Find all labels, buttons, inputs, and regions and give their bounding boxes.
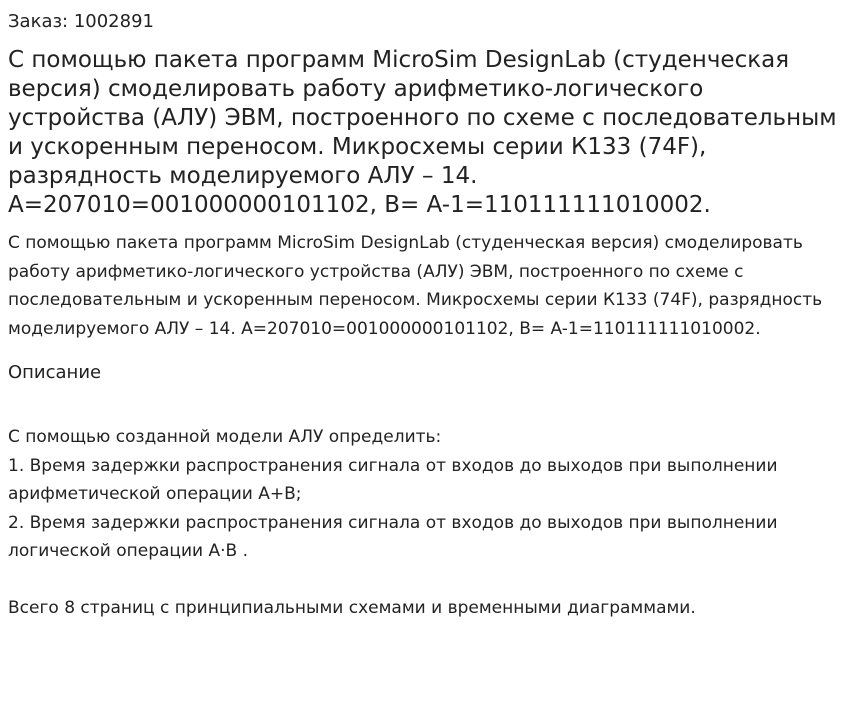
- task-summary: С помощью пакета программ MicroSim DesignLab (студенческая версия) смоделировать работу арифметико-логического устройства (АЛУ) ЭВМ, построенного по схеме с последовательным и ускоренным переносом. Микросхемы серии К133 (74F), разрядность моделируемого АЛУ – 14. A=207010=001000000101102, B= A-1=110111111010002.: [8, 233, 823, 339]
- description-heading: Описание: [8, 362, 102, 383]
- description-list: [8, 452, 838, 566]
- pages-note: Всего 8 страниц с принципиальными схемами и временными диаграммами.: [8, 597, 696, 618]
- page-title: С помощью пакета программ MicroSim DesignLab (студенческая версия) смоделировать работу арифметико-логического устройства (АЛУ) ЭВМ, построенного по схеме с последовательным и ускоренным переносом. Микросхемы серии К133 (74F), разрядность моделируемого АЛУ – 14. A=207010=001000000101102, B= A-1=110111111010002.: [8, 47, 837, 218]
- list-item: 1. Время задержки распространения сигнала от входов до выходов при выполнении арифметической операции A+B;: [8, 455, 778, 504]
- order-number: Заказ: 1002891: [8, 11, 154, 32]
- list-item: 2. Время задержки распространения сигнала от входов до выходов при выполнении логической операции A·B .: [8, 512, 778, 561]
- description-intro: С помощью созданной модели АЛУ определить:: [8, 427, 442, 447]
